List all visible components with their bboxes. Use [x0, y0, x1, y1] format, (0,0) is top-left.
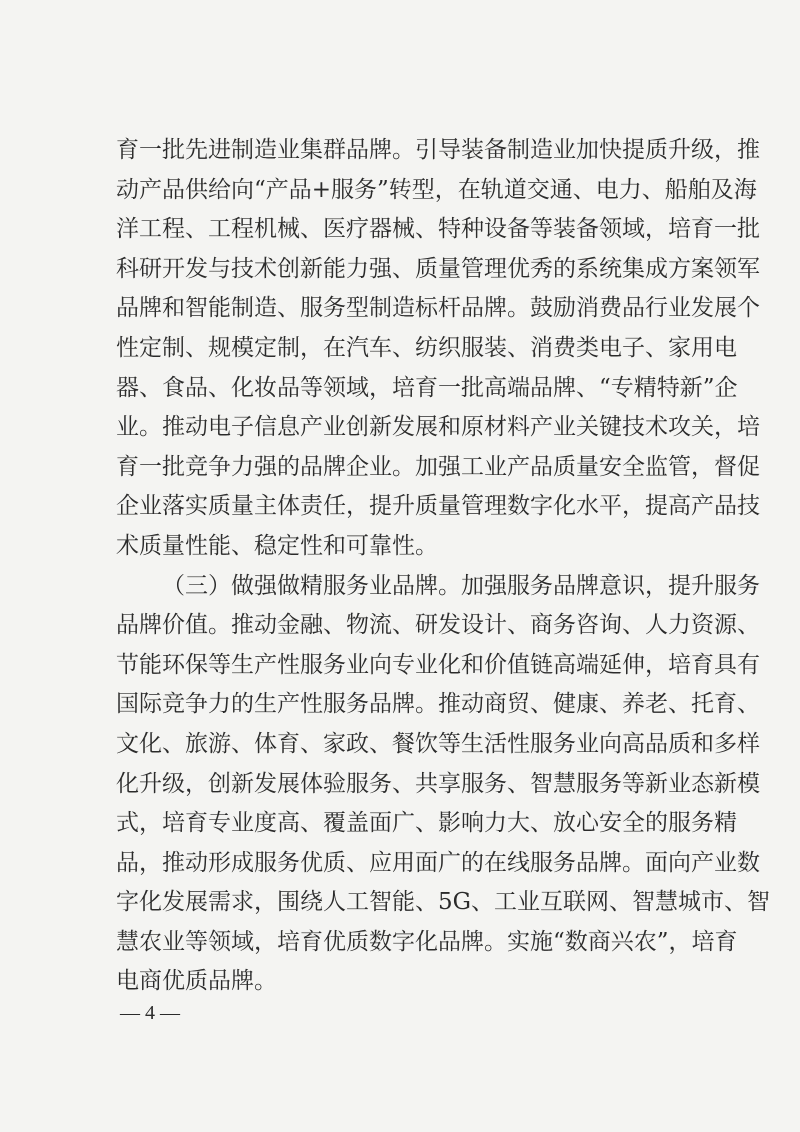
text-line: 性定制、规模定制，在汽车、纺织服装、消费类电子、家用电 [116, 334, 737, 361]
text-line: 科研开发与技术创新能力强、质量管理优秀的系统集成方案领军 [116, 255, 760, 282]
page-number: — 4 — [120, 1002, 180, 1024]
text-line: 育一批先进制造业集群品牌。引导装备制造业加快提质升级，推 [116, 137, 760, 163]
text-line: 节能环保等生产性服务业向专业化和价值链高端延伸，培育具有 [116, 651, 760, 678]
text-line: 品牌和智能制造、服务型制造标杆品牌。鼓励消费品行业发展个 [116, 295, 760, 322]
text-line: 洋工程、工程机械、医疗器械、特种设备等装备领域，培育一批 [116, 216, 760, 243]
text-line: 电商优质品牌。 [116, 968, 277, 995]
text-line: 业。推动电子信息产业创新发展和原材料产业关键技术攻关，培 [116, 414, 760, 441]
section-heading-line: （三）做强做精服务业品牌。加强服务品牌意识，提升服务 [162, 572, 760, 599]
text-line: 品，推动形成服务优质、应用面广的在线服务品牌。面向产业数 [116, 849, 760, 876]
text-line: 式，培育专业度高、覆盖面广、影响力大、放心安全的服务精 [116, 810, 737, 837]
text-line: 企业落实质量主体责任，提升质量管理数字化水平，提高产品技 [116, 493, 760, 520]
text-line: 器、食品、化妆品等领域，培育一批高端品牌、“专精特新”企 [116, 374, 738, 401]
text-line: 慧农业等领域，培育优质数字化品牌。实施“数商兴农”，培育 [116, 928, 738, 955]
document-body [116, 131, 771, 1002]
text-line: 动产品供给向“产品+服务”转型，在轨道交通、电力、船舶及海 [116, 176, 757, 203]
text-line: 品牌价值。推动金融、物流、研发设计、商务咨询、人力资源、 [116, 612, 760, 639]
text-line: 术质量性能、稳定性和可靠性。 [116, 532, 438, 559]
paragraph-service-brands [116, 567, 771, 1003]
text-line: 国际竞争力的生产性服务品牌。推动商贸、健康、养老、托育、 [116, 691, 760, 718]
text-line: 字化发展需求，围绕人工智能、5G、工业互联网、智慧城市、智 [116, 889, 771, 916]
text-line: 育一批竞争力强的品牌企业。加强工业产品质量安全监管，督促 [116, 453, 760, 480]
text-line: 文化、旅游、体育、家政、餐饮等生活性服务业向高品质和多样 [116, 730, 760, 757]
text-line: 化升级，创新发展体验服务、共享服务、智慧服务等新业态新模 [116, 770, 760, 797]
paragraph-industrial-brands [116, 131, 760, 567]
